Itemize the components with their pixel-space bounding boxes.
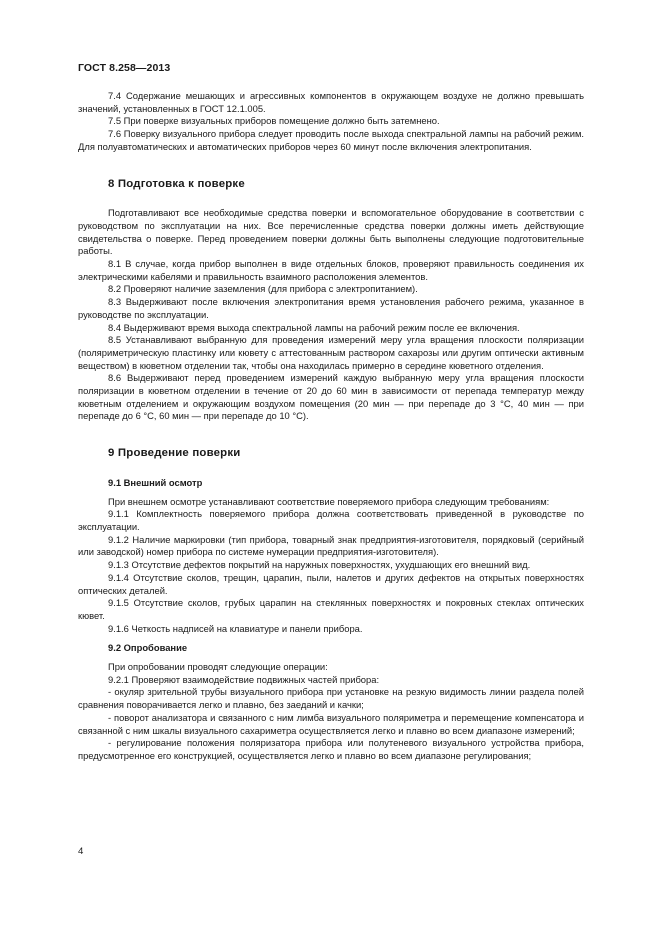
subsection-9-2-heading: 9.2 Опробование [108,642,188,654]
document-header: ГОСТ 8.258—2013 [78,62,171,74]
paragraph-9-1-intro: При внешнем осмотре устанавливают соответствие поверяемого прибора следующим требованиям: [108,495,550,507]
paragraph-9-1-3: 9.1.3 Отсутствие дефектов покрытий на наружных поверхностях, ухудшающих его внешний вид. [108,559,531,571]
section-8-heading: 8 Подготовка к поверке [108,177,245,190]
paragraph-8-2: 8.2 Проверяют наличие заземления (для прибора с электропитанием). [108,283,418,295]
paragraph-9-2-intro: При опробовании проводят следующие операции: [108,661,328,673]
paragraph-9-1-2: 9.1.2 Наличие маркировки (тип прибора, товарный знак предприятия-изготовителя, порядковый (серийный или заводской) номер прибора по системе нумерации предприятия-изготовителя). [78,533,584,558]
subsection-9-1-heading: 9.1 Внешний осмотр [108,476,203,488]
list-item-eyepiece: - окуляр зрительной трубы визуального прибора при установке на резкую видимость линии раздела полей сравнения поворачивается легко и плавно, без заеданий и качки; [78,686,584,711]
paragraph-9-2-1: 9.2.1 Проверяют взаимодействие подвижных частей прибора: [108,673,380,685]
paragraph-9-1-6: 9.1.6 Четкость надписей на клавиатуре и панели прибора. [108,622,363,634]
section-8-intro: Подготавливают все необходимые средства поверки и вспомогательное оборудование в соответствии с руководством по эксплуатации на них. Все перечисленные средства поверки должны иметь действующие свидетельства о поверке. Перед проведением поверки должны быть выполнены следующие подготовительные работы. [78,207,584,257]
paragraph-8-1: 8.1 В случае, когда прибор выполнен в виде отдельных блоков, проверяют правильность соединения их электрическими кабелями и правильность взаимного расположения элементов. [78,258,584,282]
paragraph-7-4: 7.4 Содержание мешающих и агрессивных компонентов в окружающем воздухе не должно превышать значений, установленных в ГОСТ 12.1.005. [78,90,584,114]
paragraph-8-4: 8.4 Выдерживают время выхода спектральной лампы на рабочий режим после ее включения. [108,321,520,333]
section-9-heading: 9 Проведение поверки [108,447,241,460]
paragraph-7-6: 7.6 Поверку визуального прибора следует проводить после выхода спектральной лампы на рабочий режим. Для полуавтоматических и автоматических приборов через 60 минут после включения электропитания. [78,128,584,152]
list-item-polarizer: - регулирование положения поляризатора прибора или полутеневого визуального устройства прибора, предусмотренное его конструкцией, осуществляется легко и плавно во всем диапазоне регулирования; [78,737,584,761]
page-number: 4 [78,846,84,857]
paragraph-9-1-1: 9.1.1 Комплектность поверяемого прибора должна соответствовать приведенной в руководстве по эксплуатации. [78,508,584,532]
paragraph-8-3: 8.3 Выдерживают после включения электропитания время установления рабочего режима, указанное в руководстве по эксплуатации. [78,296,584,320]
paragraph-9-1-4: 9.1.4 Отсутствие сколов, трещин, царапин, пыли, налетов и других дефектов на открытых поверхностях оптических деталей. [78,571,584,596]
paragraph-8-5: 8.5 Устанавливают выбранную для проведения измерений меру угла вращения плоскости поляризации (поляриметрическую пластинку или кювету с аттестованным раствором сахарозы или другим оптически активным веществом) в кюветном отделении так, чтобы она находилась примерно в середине кюветного отделения. [78,334,584,371]
paragraph-9-1-5: 9.1.5 Отсутствие сколов, грубых царапин на стеклянных поверхностях и покровных стеклах оптических кювет. [78,597,584,621]
paragraph-7-5: 7.5 При поверке визуальных приборов помещение должно быть затемнено. [108,115,440,127]
document-body [78,90,584,763]
paragraph-8-6: 8.6 Выдерживают перед проведением измерений каждую выбранную меру угла вращения плоскости поляризации в кюветном отделении в течение от 20 до 60 мин в зависимости от перепада температур между кюветным отделением и окружающим воздухом помещения (20 мин — при перепаде до 3 °С, 40 мин — при перепаде до 6 °С, 60 мин — при перепаде до 10 °С). [78,372,584,422]
list-item-analyzer: - поворот анализатора и связанного с ним лимба визуального поляриметра и перемещение компенсатора и связанной с ним шкалы визуального сахариметра осуществляется легко и плавно во всем диапазоне измерений; [78,711,584,736]
